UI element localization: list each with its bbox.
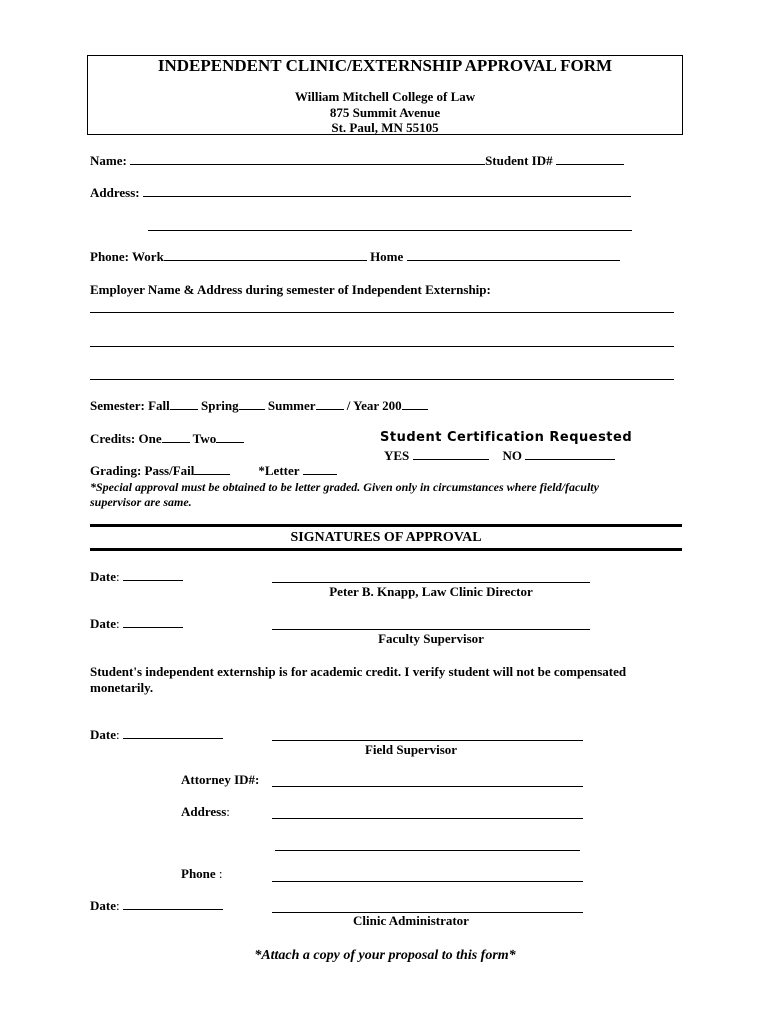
form-title: INDEPENDENT CLINIC/EXTERNSHIP APPROVAL FORM bbox=[157, 56, 613, 75]
spring-label: Spring bbox=[197, 398, 239, 413]
year-label: / Year 200 bbox=[343, 398, 402, 413]
attorney-id-wrap bbox=[272, 774, 583, 792]
date-label-1: Date bbox=[90, 569, 116, 584]
spring-field[interactable] bbox=[239, 398, 265, 410]
phone-work-label: Phone: Work bbox=[90, 249, 164, 264]
director-date-row bbox=[90, 569, 183, 585]
cert-yes-field[interactable] bbox=[413, 448, 489, 460]
date-colon-3: : bbox=[116, 727, 123, 742]
supervisor-phone-wrap bbox=[272, 869, 583, 887]
section-rule-bottom bbox=[90, 548, 682, 551]
college-street: 875 Summit Avenue bbox=[329, 105, 441, 120]
summer-field[interactable] bbox=[316, 398, 344, 410]
field-supervisor-title: Field Supervisor bbox=[364, 742, 458, 757]
field-signature-field[interactable] bbox=[272, 729, 583, 741]
faculty-date-row bbox=[90, 616, 183, 632]
employer-line-2-wrap bbox=[90, 334, 674, 352]
supervisor-phone-field[interactable] bbox=[272, 870, 583, 882]
passfail-field[interactable] bbox=[194, 463, 230, 475]
clinic-admin-title: Clinic Administrator bbox=[353, 913, 469, 928]
supervisor-address-label: Address bbox=[181, 804, 227, 819]
student-id-label: Student ID# bbox=[485, 153, 556, 168]
phone-home-field[interactable] bbox=[407, 249, 620, 261]
summer-label: Summer bbox=[264, 398, 316, 413]
date-colon-2: : bbox=[116, 616, 123, 631]
director-signature-field[interactable] bbox=[272, 571, 590, 583]
date-colon-4: : bbox=[116, 898, 123, 913]
letter-field[interactable] bbox=[303, 463, 337, 475]
address-row-2 bbox=[148, 218, 632, 236]
cert-no-label: NO bbox=[502, 448, 526, 463]
special-note-1: *Special approval must be obtained to be letter graded. Given only in circumstances where field/faculty bbox=[90, 480, 599, 494]
certification-title: Student Certification Requested bbox=[380, 430, 633, 445]
admin-signature-field[interactable] bbox=[272, 901, 583, 913]
faculty-date-field[interactable] bbox=[123, 616, 183, 628]
statement-line-2: monetarily. bbox=[90, 680, 154, 695]
certification-options bbox=[384, 448, 615, 464]
credits-row bbox=[90, 431, 244, 447]
semester-fall-label: Semester: Fall bbox=[90, 398, 170, 413]
supervisor-address-field-1[interactable] bbox=[272, 807, 583, 819]
address-field-2[interactable] bbox=[148, 219, 632, 231]
section-rule-top bbox=[90, 524, 682, 527]
attorney-id-field[interactable] bbox=[272, 775, 583, 787]
date-colon-1: : bbox=[116, 569, 123, 584]
phone-home-label: Home bbox=[366, 249, 407, 264]
phone-row bbox=[90, 249, 620, 265]
special-note-2: supervisor are same. bbox=[90, 495, 192, 509]
employer-line-3-wrap bbox=[90, 367, 674, 385]
address-row bbox=[90, 185, 631, 201]
date-label-2: Date bbox=[90, 616, 116, 631]
letter-label: *Letter bbox=[258, 463, 303, 478]
supervisor-address-label-wrap bbox=[181, 804, 230, 820]
cert-no-field[interactable] bbox=[525, 448, 615, 460]
admin-date-row bbox=[90, 898, 223, 914]
semester-row bbox=[90, 398, 428, 414]
employer-line-1-wrap bbox=[90, 300, 674, 318]
name-field[interactable] bbox=[130, 153, 485, 165]
name-row bbox=[90, 153, 624, 169]
supervisor-address-wrap-1 bbox=[272, 806, 583, 824]
employer-field-1[interactable] bbox=[90, 301, 674, 313]
student-id-field[interactable] bbox=[556, 153, 624, 165]
signatures-title: SIGNATURES OF APPROVAL bbox=[290, 530, 482, 545]
employer-label: Employer Name & Address during semester of Independent Externship: bbox=[90, 282, 491, 297]
supervisor-address-field-2[interactable] bbox=[275, 839, 580, 851]
credits-two-field[interactable] bbox=[216, 431, 244, 443]
field-date-row bbox=[90, 727, 223, 743]
supervisor-phone-label-wrap bbox=[181, 866, 223, 882]
college-city: St. Paul, MN 55105 bbox=[331, 120, 439, 135]
statement-line-1: Student's independent externship is for academic credit. I verify student will not be compensated bbox=[90, 664, 627, 679]
employer-field-3[interactable] bbox=[90, 368, 674, 380]
supervisor-address-wrap-2 bbox=[275, 838, 580, 856]
credits-one-field[interactable] bbox=[162, 431, 190, 443]
supervisor-phone-label: Phone bbox=[181, 866, 216, 881]
supervisor-address-colon: : bbox=[226, 804, 230, 819]
director-name: Peter B. Knapp, Law Clinic Director bbox=[329, 584, 533, 599]
date-label-3: Date bbox=[90, 727, 116, 742]
address-field-1[interactable] bbox=[143, 185, 631, 197]
college-name: William Mitchell College of Law bbox=[294, 89, 476, 104]
year-field[interactable] bbox=[402, 398, 428, 410]
faculty-title: Faculty Supervisor bbox=[378, 631, 484, 646]
admin-date-field[interactable] bbox=[123, 898, 223, 910]
address-label: Address: bbox=[90, 185, 143, 200]
grading-row bbox=[90, 463, 337, 479]
fall-field[interactable] bbox=[170, 398, 198, 410]
field-date-field[interactable] bbox=[123, 727, 223, 739]
phone-work-field[interactable] bbox=[164, 249, 367, 261]
director-date-field[interactable] bbox=[123, 569, 183, 581]
attorney-id-label: Attorney ID#: bbox=[181, 772, 260, 787]
supervisor-phone-colon: : bbox=[215, 866, 223, 881]
name-label: Name: bbox=[90, 153, 131, 168]
footer-note: *Attach a copy of your proposal to this form* bbox=[254, 948, 516, 963]
faculty-signature-field[interactable] bbox=[272, 618, 590, 630]
credits-one-label: Credits: One bbox=[90, 431, 162, 446]
date-label-4: Date bbox=[90, 898, 116, 913]
cert-yes-label: YES bbox=[384, 448, 413, 463]
employer-field-2[interactable] bbox=[90, 335, 674, 347]
grading-passfail-label: Grading: Pass/Fail bbox=[90, 463, 195, 478]
credits-two-label: Two bbox=[189, 431, 217, 446]
